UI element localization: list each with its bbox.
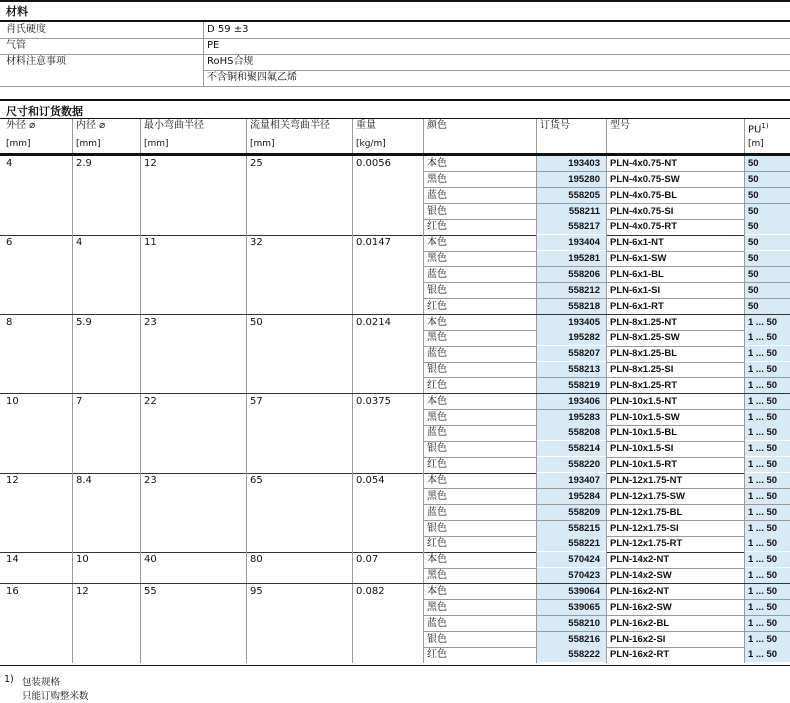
header-bend: 最小弯曲半径 xyxy=(144,120,204,131)
item-color: 黑色 xyxy=(427,570,447,582)
item-pu: 50 xyxy=(744,299,790,314)
item-color: 红色 xyxy=(427,459,447,471)
item-pu: 1 ... 50 xyxy=(744,457,790,472)
item-partno: 195282 xyxy=(536,330,606,345)
item-partno: 558212 xyxy=(536,283,606,298)
item-type: PLN-16x2-BL xyxy=(610,617,670,629)
column-divider xyxy=(140,235,141,314)
material-row-divider xyxy=(0,38,790,39)
item-pu: 1 ... 50 xyxy=(744,473,790,488)
group-bend: 23 xyxy=(144,475,157,486)
item-partno: 195284 xyxy=(536,489,606,504)
item-partno: 558206 xyxy=(536,267,606,282)
item-color: 本色 xyxy=(427,316,447,328)
group-od: 12 xyxy=(6,475,19,486)
item-pu: 1 ... 50 xyxy=(744,568,790,583)
item-type: PLN-6x1-RT xyxy=(610,300,664,312)
group-bend: 23 xyxy=(144,316,157,328)
item-type: PLN-12x1.75-NT xyxy=(610,475,683,486)
item-type: PLN-6x1-SI xyxy=(610,284,661,296)
material-value: 不含铜和聚四氟乙烯 xyxy=(207,72,297,83)
item-color: 蓝色 xyxy=(427,506,447,518)
item-type: PLN-12x1.75-SI xyxy=(610,522,679,534)
material-column-divider xyxy=(203,22,204,86)
item-color: 蓝色 xyxy=(427,617,447,629)
group-id: 5.9 xyxy=(76,316,92,328)
column-divider xyxy=(536,473,537,552)
group-bend: 11 xyxy=(144,237,157,249)
header-weight-unit: [kg/m] xyxy=(356,139,386,149)
item-type: PLN-12x1.75-SW xyxy=(610,490,685,502)
column-divider xyxy=(246,156,247,235)
column-divider xyxy=(423,235,424,314)
item-partno: 558210 xyxy=(536,616,606,631)
item-type: PLN-8x1.25-RT xyxy=(610,379,678,391)
header-weight: 重量 xyxy=(356,120,376,131)
item-partno: 558213 xyxy=(536,362,606,377)
column-divider xyxy=(744,394,745,473)
column-divider xyxy=(246,473,247,552)
column-divider xyxy=(72,552,73,584)
column-divider xyxy=(536,394,537,473)
item-partno: 558205 xyxy=(536,188,606,203)
item-type: PLN-10x1.5-SW xyxy=(610,411,680,423)
item-partno: 558222 xyxy=(536,647,606,662)
item-color: 本色 xyxy=(427,158,447,169)
column-divider xyxy=(72,156,73,235)
item-partno: 193405 xyxy=(536,315,606,330)
item-type: PLN-10x1.5-NT xyxy=(610,395,678,407)
material-value: D 59 ±3 xyxy=(207,24,249,35)
item-color: 黑色 xyxy=(427,490,447,502)
column-divider xyxy=(744,235,745,314)
item-partno: 558219 xyxy=(536,378,606,393)
item-type: PLN-4x0.75-BL xyxy=(610,189,678,201)
group-flow: 50 xyxy=(250,316,263,328)
material-title: 材料 xyxy=(6,5,28,18)
column-divider xyxy=(536,584,537,663)
column-divider xyxy=(352,473,353,552)
item-color: 银色 xyxy=(427,522,447,534)
material-bottom-rule xyxy=(0,86,790,87)
group-bend: 22 xyxy=(144,395,157,407)
item-partno: 570424 xyxy=(536,552,606,567)
item-type: PLN-8x1.25-BL xyxy=(610,348,678,360)
item-pu: 50 xyxy=(744,267,790,282)
item-type: PLN-16x2-SW xyxy=(610,601,672,613)
group-id: 2.9 xyxy=(76,158,92,169)
group-weight: 0.07 xyxy=(356,554,379,566)
item-partno: 558216 xyxy=(536,632,606,647)
column-divider xyxy=(423,156,424,235)
item-color: 红色 xyxy=(427,649,447,661)
item-partno: 195283 xyxy=(536,410,606,425)
item-pu: 1 ... 50 xyxy=(744,394,790,409)
group-id: 12 xyxy=(76,585,89,597)
column-divider xyxy=(744,473,745,552)
item-partno: 195280 xyxy=(536,172,606,187)
item-pu: 1 ... 50 xyxy=(744,425,790,440)
header-od-unit: [mm] xyxy=(6,139,31,149)
column-divider xyxy=(536,315,537,394)
material-label: 肖氏硬度 xyxy=(6,24,46,35)
material-value: PE xyxy=(207,40,220,51)
item-pu: 1 ... 50 xyxy=(744,632,790,647)
item-type: PLN-6x1-SW xyxy=(610,253,667,265)
item-type: PLN-4x0.75-SW xyxy=(610,173,680,185)
item-type: PLN-10x1.5-SI xyxy=(610,443,674,455)
column-divider xyxy=(140,473,141,552)
group-flow: 80 xyxy=(250,554,263,566)
item-partno: 558221 xyxy=(536,536,606,551)
column-divider xyxy=(352,552,353,584)
item-color: 银色 xyxy=(427,205,447,217)
group-id: 7 xyxy=(76,395,83,407)
header-partno: 订货号 xyxy=(540,120,570,131)
item-pu: 1 ... 50 xyxy=(744,346,790,361)
column-divider xyxy=(72,235,73,314)
group-flow: 95 xyxy=(250,585,263,597)
item-color: 本色 xyxy=(427,395,447,407)
column-divider xyxy=(423,315,424,394)
column-divider xyxy=(744,584,745,663)
header-column-divider xyxy=(140,119,141,153)
item-partno: 558220 xyxy=(536,457,606,472)
column-divider xyxy=(606,473,607,552)
item-partno: 193404 xyxy=(536,235,606,250)
column-divider xyxy=(606,584,607,663)
item-partno: 539064 xyxy=(536,584,606,599)
header-column-divider xyxy=(72,119,73,153)
header-column-divider xyxy=(423,119,424,153)
item-type: PLN-8x1.25-SW xyxy=(610,332,680,344)
header-pu-label: PU xyxy=(748,124,762,136)
item-partno: 193403 xyxy=(536,156,606,171)
group-od: 6 xyxy=(6,237,13,249)
item-color: 黑色 xyxy=(427,332,447,344)
item-type: PLN-14x2-NT xyxy=(610,554,670,566)
item-type: PLN-12x1.75-RT xyxy=(610,538,683,550)
column-divider xyxy=(246,584,247,663)
item-pu: 1 ... 50 xyxy=(744,616,790,631)
column-divider xyxy=(423,584,424,663)
item-partno: 558214 xyxy=(536,441,606,456)
item-partno: 539065 xyxy=(536,600,606,615)
item-pu: 50 xyxy=(744,251,790,266)
group-flow: 57 xyxy=(250,395,263,407)
column-divider xyxy=(72,473,73,552)
material-label: 材料注意事项 xyxy=(6,56,66,67)
item-pu: 1 ... 50 xyxy=(744,489,790,504)
item-type: PLN-14x2-SW xyxy=(610,570,672,582)
group-bend: 55 xyxy=(144,585,157,597)
column-divider xyxy=(140,552,141,584)
item-color: 本色 xyxy=(427,554,447,566)
column-divider xyxy=(744,552,745,584)
item-pu: 1 ... 50 xyxy=(744,521,790,536)
item-type: PLN-10x1.5-RT xyxy=(610,459,678,471)
item-pu: 1 ... 50 xyxy=(744,647,790,662)
column-divider xyxy=(423,552,424,584)
item-color: 银色 xyxy=(427,284,447,296)
group-id: 4 xyxy=(76,237,83,249)
column-divider xyxy=(352,584,353,663)
item-color: 本色 xyxy=(427,237,447,249)
item-partno: 195281 xyxy=(536,251,606,266)
item-color: 黑色 xyxy=(427,173,447,185)
table-bottom-rule xyxy=(0,665,790,666)
column-divider xyxy=(352,394,353,473)
column-divider xyxy=(606,235,607,314)
item-partno: 558218 xyxy=(536,299,606,314)
material-row-divider xyxy=(0,54,790,55)
group-divider xyxy=(0,552,790,553)
group-flow: 65 xyxy=(250,475,263,486)
column-divider xyxy=(606,552,607,584)
item-color: 蓝色 xyxy=(427,268,447,280)
header-pu-footnote-mark: 1) xyxy=(761,122,769,130)
header-type: 型号 xyxy=(610,120,630,131)
group-od: 8 xyxy=(6,316,13,328)
item-color: 红色 xyxy=(427,538,447,550)
item-partno: 558207 xyxy=(536,346,606,361)
group-divider xyxy=(0,235,790,236)
group-od: 14 xyxy=(6,554,19,566)
item-partno: 193407 xyxy=(536,473,606,488)
item-partno: 558215 xyxy=(536,521,606,536)
column-divider xyxy=(140,315,141,394)
item-pu: 50 xyxy=(744,188,790,203)
item-color: 红色 xyxy=(427,221,447,233)
group-flow: 32 xyxy=(250,237,263,249)
group-od: 10 xyxy=(6,395,19,407)
item-color: 本色 xyxy=(427,585,447,597)
item-pu: 50 xyxy=(744,204,790,219)
item-pu: 1 ... 50 xyxy=(744,536,790,551)
group-id: 10 xyxy=(76,554,89,566)
group-od: 4 xyxy=(6,158,13,169)
column-divider xyxy=(606,315,607,394)
header-id: 内径 ⌀ xyxy=(76,120,106,131)
column-divider xyxy=(352,156,353,235)
item-pu: 1 ... 50 xyxy=(744,315,790,330)
item-pu: 50 xyxy=(744,283,790,298)
column-divider xyxy=(246,394,247,473)
group-weight: 0.054 xyxy=(356,475,385,486)
item-type: PLN-10x1.5-BL xyxy=(610,427,678,439)
item-partno: 558208 xyxy=(536,425,606,440)
item-color: 黑色 xyxy=(427,411,447,423)
column-divider xyxy=(536,156,537,235)
header-column-divider xyxy=(606,119,607,153)
item-color: 银色 xyxy=(427,364,447,376)
column-divider xyxy=(744,315,745,394)
group-weight: 0.0214 xyxy=(356,316,391,328)
column-divider xyxy=(423,473,424,552)
item-partno: 570423 xyxy=(536,568,606,583)
group-od: 16 xyxy=(6,585,19,597)
item-color: 红色 xyxy=(427,300,447,312)
header-column-divider xyxy=(536,119,537,153)
column-divider xyxy=(423,394,424,473)
group-bend: 12 xyxy=(144,158,157,169)
header-column-divider xyxy=(246,119,247,153)
column-divider xyxy=(246,552,247,584)
footnote-line1: 包装规格 xyxy=(22,677,61,688)
item-pu: 50 xyxy=(744,172,790,187)
item-pu: 1 ... 50 xyxy=(744,410,790,425)
column-divider xyxy=(352,315,353,394)
header-column-divider xyxy=(352,119,353,153)
column-divider xyxy=(536,235,537,314)
item-type: PLN-8x1.25-NT xyxy=(610,316,678,328)
item-pu: 1 ... 50 xyxy=(744,552,790,567)
item-type: PLN-16x2-RT xyxy=(610,649,670,661)
header-color: 颜色 xyxy=(427,120,447,131)
item-type: PLN-16x2-NT xyxy=(610,585,670,597)
item-color: 黑色 xyxy=(427,601,447,613)
item-pu: 1 ... 50 xyxy=(744,584,790,599)
group-divider xyxy=(0,583,790,584)
item-pu: 1 ... 50 xyxy=(744,362,790,377)
column-divider xyxy=(606,394,607,473)
material-value: RoHS合规 xyxy=(207,56,254,67)
order-title: 尺寸和订货数据 xyxy=(6,105,83,118)
item-color: 蓝色 xyxy=(427,348,447,360)
item-type: PLN-6x1-NT xyxy=(610,237,664,249)
column-divider xyxy=(72,584,73,663)
item-color: 蓝色 xyxy=(427,427,447,439)
group-weight: 0.0056 xyxy=(356,158,391,169)
column-divider xyxy=(140,584,141,663)
item-partno: 558217 xyxy=(536,219,606,234)
item-pu: 1 ... 50 xyxy=(744,330,790,345)
item-type: PLN-4x0.75-SI xyxy=(610,205,674,217)
item-pu: 1 ... 50 xyxy=(744,441,790,456)
header-bend-unit: [mm] xyxy=(144,139,169,149)
column-divider xyxy=(246,315,247,394)
item-color: 蓝色 xyxy=(427,189,447,201)
column-divider xyxy=(72,315,73,394)
item-type: PLN-6x1-BL xyxy=(610,268,664,280)
item-color: 本色 xyxy=(427,475,447,486)
item-pu: 50 xyxy=(744,156,790,171)
header-pu xyxy=(748,119,769,137)
order-top-rule xyxy=(0,99,790,101)
column-divider xyxy=(744,156,745,235)
item-color: 银色 xyxy=(427,633,447,645)
material-title-rule xyxy=(0,20,790,22)
item-partno: 558209 xyxy=(536,505,606,520)
item-type: PLN-8x1.25-SI xyxy=(610,364,674,376)
group-weight: 0.082 xyxy=(356,585,385,597)
item-pu: 1 ... 50 xyxy=(744,378,790,393)
column-divider xyxy=(606,156,607,235)
item-color: 红色 xyxy=(427,379,447,391)
top-rule xyxy=(0,0,790,2)
item-color: 银色 xyxy=(427,443,447,455)
item-type: PLN-4x0.75-RT xyxy=(610,221,678,233)
material-label: 气管 xyxy=(6,40,26,51)
column-divider xyxy=(246,235,247,314)
item-type: PLN-4x0.75-NT xyxy=(610,158,678,169)
item-type: PLN-16x2-SI xyxy=(610,633,666,645)
header-od: 外径 ⌀ xyxy=(6,120,36,131)
header-column-divider xyxy=(744,119,745,153)
group-bend: 40 xyxy=(144,554,157,566)
item-type: PLN-12x1.75-BL xyxy=(610,506,683,518)
column-divider xyxy=(72,394,73,473)
header-flow-unit: [mm] xyxy=(250,139,275,149)
column-divider xyxy=(140,394,141,473)
item-pu: 50 xyxy=(744,235,790,250)
group-weight: 0.0147 xyxy=(356,237,391,249)
item-partno: 558211 xyxy=(536,204,606,219)
header-id-unit: [mm] xyxy=(76,139,101,149)
header-pu-unit: [m] xyxy=(748,139,764,149)
footnote-mark: 1) xyxy=(4,674,14,685)
column-divider xyxy=(352,235,353,314)
header-flow: 流量相关弯曲半径 xyxy=(250,120,330,131)
column-divider xyxy=(536,552,537,584)
item-color: 黑色 xyxy=(427,253,447,265)
group-id: 8.4 xyxy=(76,475,92,486)
item-pu: 1 ... 50 xyxy=(744,600,790,615)
column-divider xyxy=(140,156,141,235)
order-title-rule xyxy=(0,118,790,119)
footnote-line2: 只能订购整米数 xyxy=(22,691,89,702)
item-pu: 50 xyxy=(744,219,790,234)
item-pu: 1 ... 50 xyxy=(744,505,790,520)
group-flow: 25 xyxy=(250,158,263,169)
item-partno: 193406 xyxy=(536,394,606,409)
group-weight: 0.0375 xyxy=(356,395,391,407)
